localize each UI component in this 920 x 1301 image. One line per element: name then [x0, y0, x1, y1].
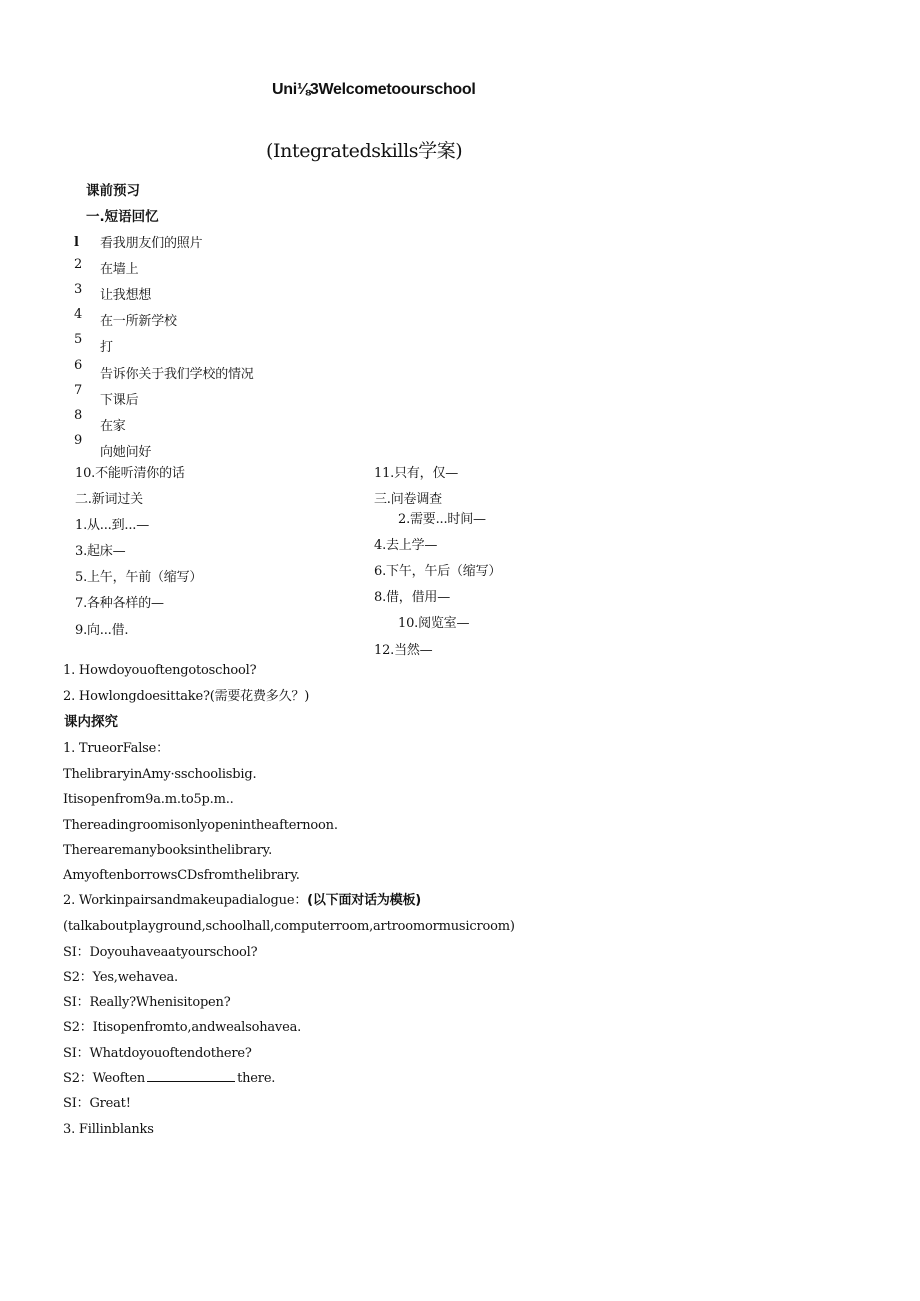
section-survey-title: 三.问卷调查 — [374, 492, 442, 507]
dialogue-line: SI：Great! — [63, 1096, 131, 1111]
word-item: 1.从...到...— — [75, 518, 149, 533]
true-false-item: AmyoftenborrowsCDsfromthelibrary. — [63, 868, 300, 883]
survey-question: 2. Howlongdoesittake?(需要花费多久？) — [63, 689, 310, 704]
phrase-item: 在家 — [100, 419, 126, 434]
phrase-number: 7 — [74, 383, 83, 398]
dialogue-line: S2：Yes,wehavea. — [63, 970, 178, 985]
pair-work-title-en: 2. Workinpairsandmakeupadialogue： — [63, 893, 308, 908]
phrase-number: 9 — [74, 433, 83, 448]
dialogue-line-with-blank — [63, 1072, 275, 1085]
phrase-number: l — [74, 235, 79, 250]
section-new-words-title: 二.新词过关 — [75, 492, 143, 507]
true-false-item: Therearemanybooksinthelibrary. — [63, 843, 273, 858]
dialogue-line: S2：Itisopenfromto,andwealsohavea. — [63, 1020, 302, 1035]
fill-blank[interactable] — [147, 1080, 235, 1082]
word-item: 4.去上学— — [374, 538, 438, 553]
phrase-number: 6 — [74, 358, 83, 373]
word-item: 7.各种各样的— — [75, 596, 164, 611]
phrase-number: 4 — [74, 307, 83, 322]
word-item: 8.借，借用— — [374, 590, 451, 605]
dialogue-line: SI：Doyouhaveaatyourschool? — [63, 945, 258, 960]
page-subtitle: (Integratedskills学案) — [266, 140, 463, 162]
phrase-number: 2 — [74, 257, 83, 272]
true-false-item: Itisopenfrom9a.m.to5p.m.. — [63, 792, 234, 807]
word-item: 2.需要...时间— — [398, 512, 486, 527]
phrase-number: 8 — [74, 408, 83, 423]
phrase-item: 在墙上 — [100, 262, 139, 277]
true-false-item: Thereadingroomisonlyopenintheafternoon. — [63, 818, 338, 833]
dialogue-text: S2：Weoften — [63, 1071, 146, 1086]
section-phrase-recall-title: 一.短语回忆 — [86, 209, 159, 225]
true-false-item: ThelibraryinAmy·sschoolisbig. — [63, 767, 257, 782]
survey-question: 1. Howdoyouoftengotoschool? — [63, 663, 257, 678]
dialogue-line: SI：Really?Whenisitopen? — [63, 995, 231, 1010]
page-title: Uni⅛3Welcometoourschool — [272, 81, 476, 98]
phrase-item: 下课后 — [100, 393, 139, 408]
phrase-item: 打 — [100, 340, 113, 355]
pair-work-title — [63, 894, 421, 907]
phrase-number: 3 — [74, 282, 83, 297]
phrase-number: 5 — [74, 332, 83, 347]
true-false-title: 1. TrueorFalse： — [63, 741, 169, 756]
pair-work-note: (talkaboutplayground,schoolhall,computerroom,artroomormusicroom) — [63, 919, 515, 934]
word-item: 3.起床— — [75, 544, 126, 559]
word-item: 12.当然— — [374, 643, 433, 658]
word-item: 9.向...借. — [75, 623, 129, 638]
word-item: 6.下午，午后（缩写） — [374, 564, 502, 579]
preview-heading: 课前预习 — [86, 183, 140, 199]
phrase-item: 看我朋友们的照片 — [100, 236, 203, 251]
pair-work-title-cn: (以下面对话为模板) — [307, 893, 422, 908]
word-item-11: 11.只有，仅— — [374, 466, 459, 481]
word-item: 10.阅览室— — [398, 616, 470, 631]
phrase-item: 向她问好 — [100, 445, 152, 460]
phrase-item: 告诉你关于我们学校的情况 — [100, 367, 254, 382]
word-item: 5.上午，午前（缩写） — [75, 570, 203, 585]
dialogue-line: SI：Whatdoyouoftendothere? — [63, 1046, 252, 1061]
fill-in-blanks-title: 3. Fillinblanks — [63, 1122, 154, 1137]
explore-heading: 课内探究 — [64, 714, 118, 730]
phrase-item-10: 10.不能听清你的话 — [75, 466, 185, 481]
phrase-item: 在一所新学校 — [100, 314, 177, 329]
dialogue-text: there. — [237, 1071, 276, 1086]
phrase-item: 让我想想 — [100, 288, 152, 303]
